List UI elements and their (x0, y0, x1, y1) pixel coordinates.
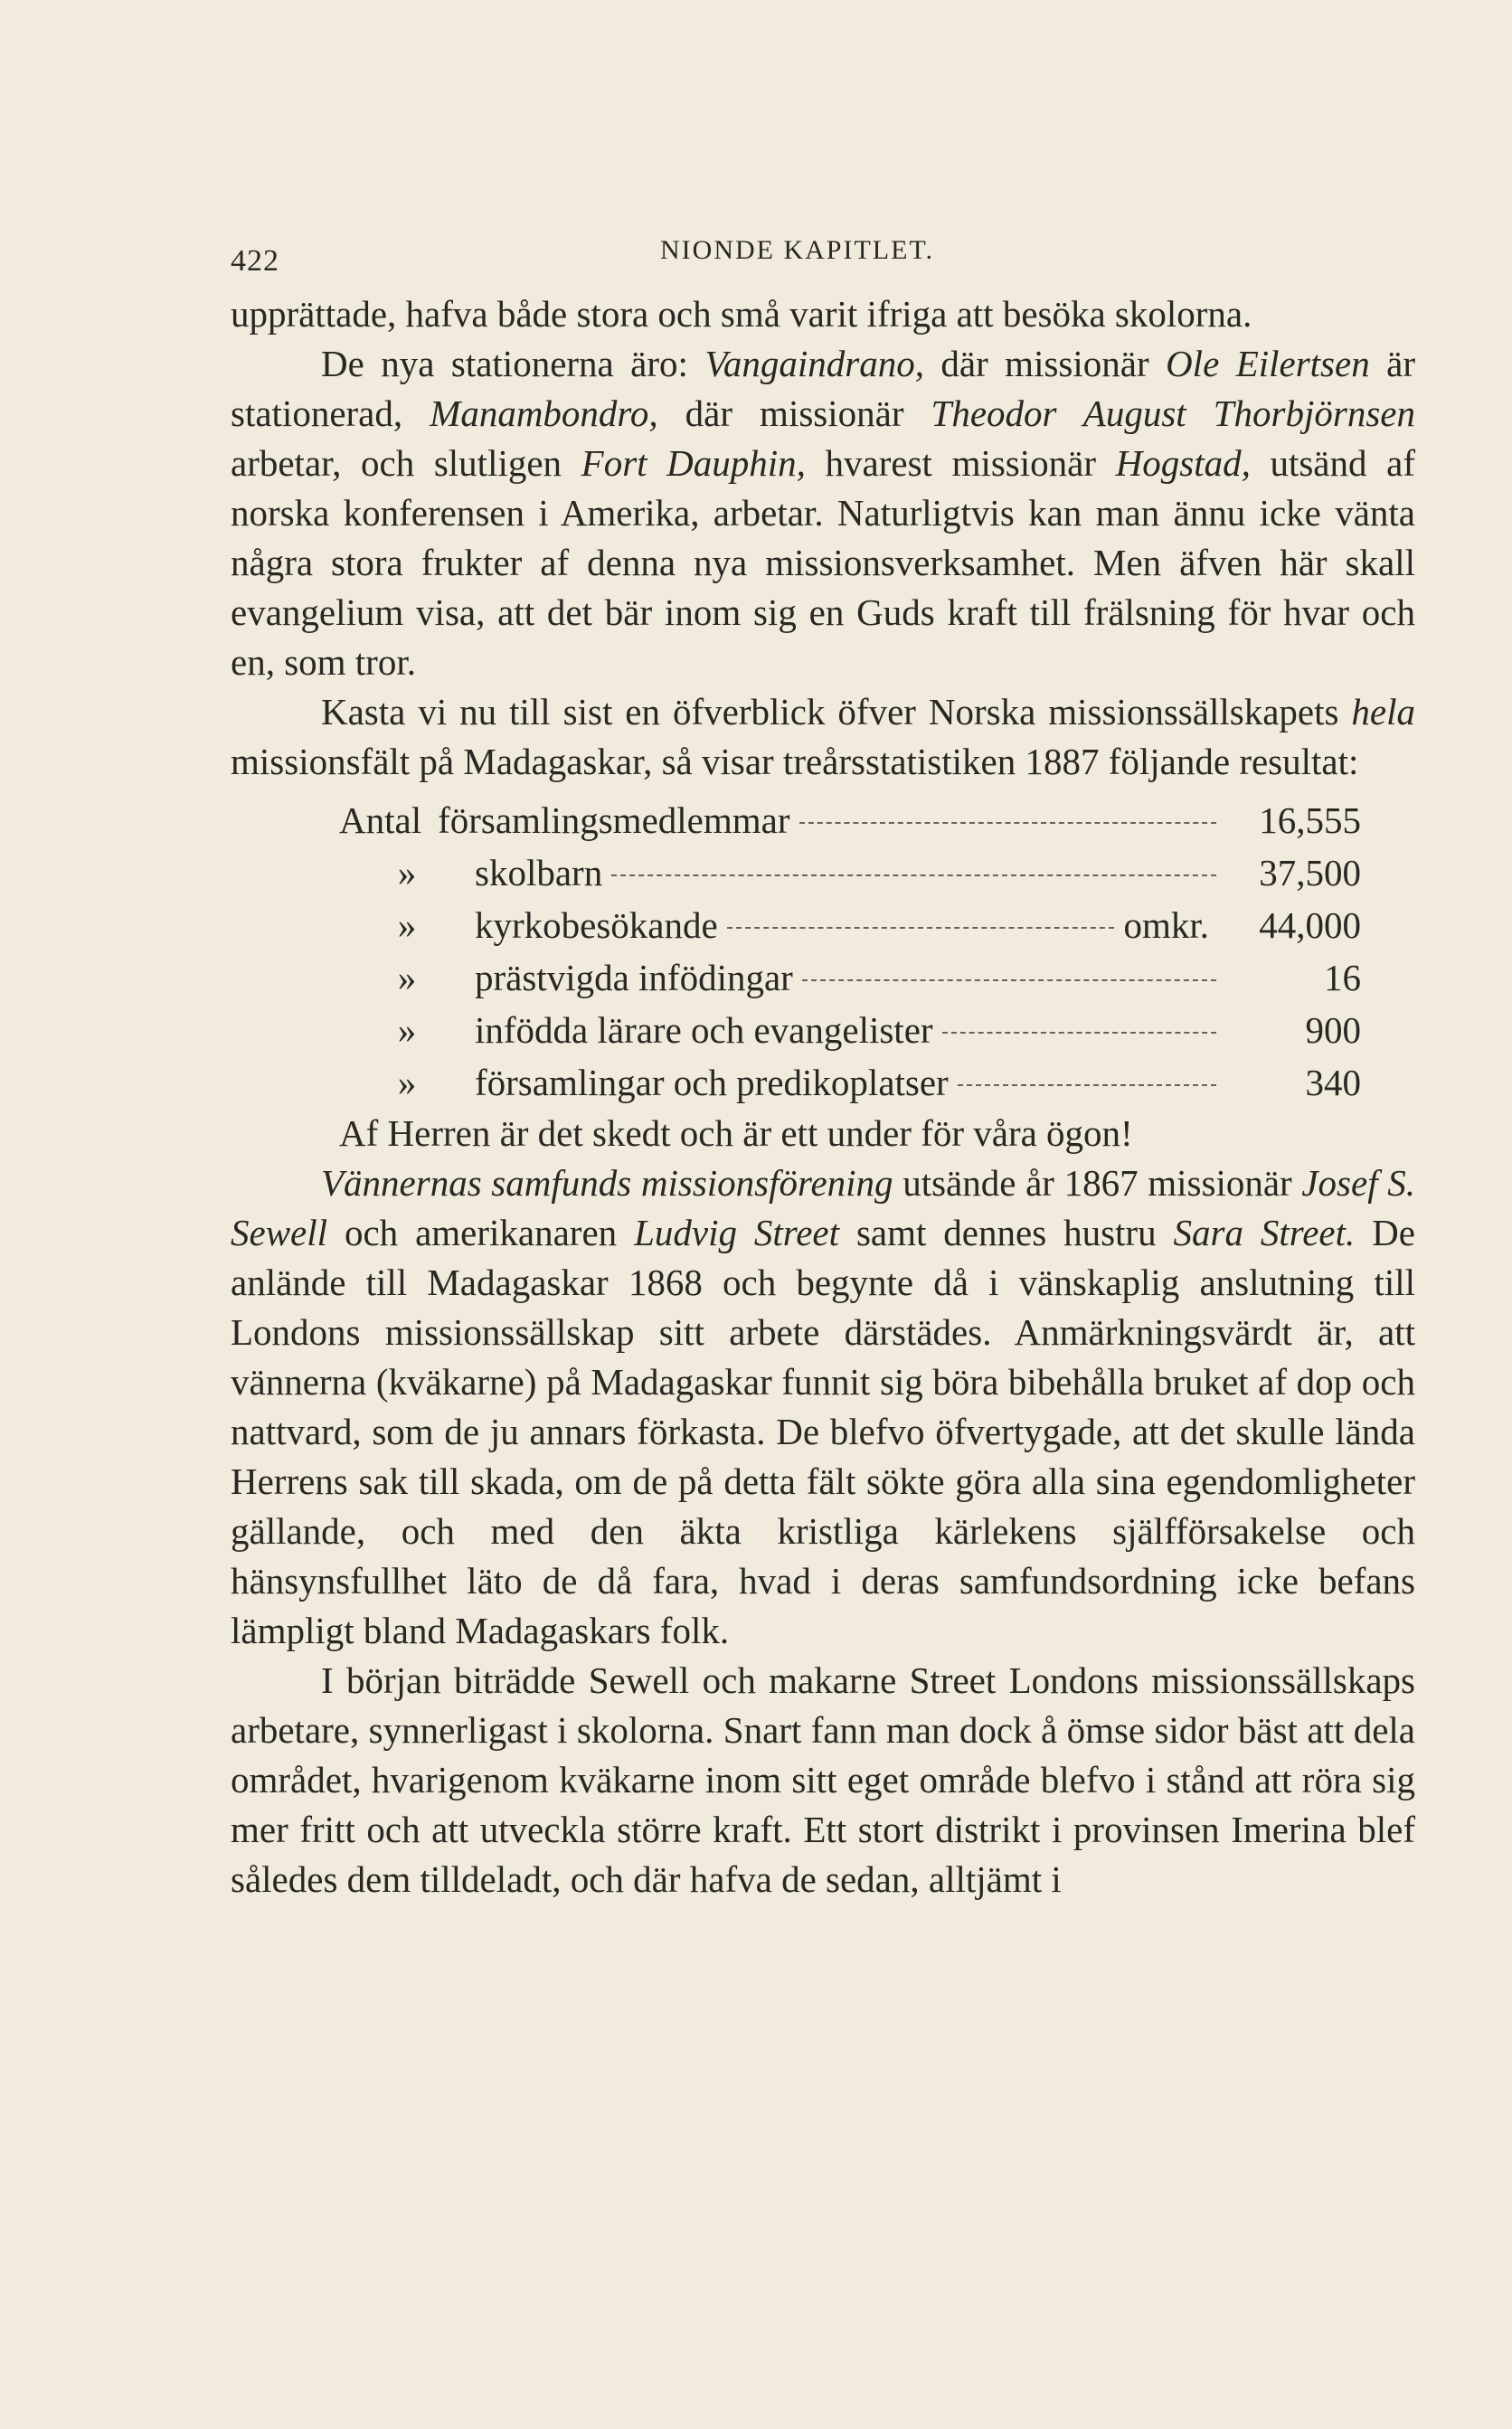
statistics-table (339, 794, 1361, 1109)
dot-leader (799, 822, 1217, 824)
text-run: och amerikanaren (327, 1212, 635, 1253)
text-run: utsänd af norska konferensen i Amerika, arbetar. Naturligtvis kan man ännu icke vänta några stora frukter af denna nya missionsverksamhet. Men äfven här skall evangelium visa, att det bär inom sig en Guds kraft till frälsning för hvar och en, som tror. (231, 442, 1415, 683)
place-name: Manambondro, (430, 392, 658, 434)
person-name: Hogstad, (1115, 442, 1251, 484)
place-name: Fort Dauphin, (581, 442, 806, 484)
statistics-row (339, 899, 1361, 951)
dot-leader (942, 1032, 1216, 1034)
running-title: NIONDE KAPITLET. (660, 235, 935, 265)
organization-name: Vännernas samfunds missionsförening (321, 1162, 893, 1204)
statistics-row (339, 846, 1361, 899)
paragraph-2 (231, 339, 1415, 687)
person-name: Josef S. Sewell (231, 1162, 1415, 1253)
row-label: prästvigda infödingar (475, 957, 793, 998)
row-label: församlingar och predikoplatser (475, 1062, 949, 1103)
row-lead: » (397, 904, 417, 946)
row-label: infödda lärare och evangelister (475, 1009, 933, 1051)
row-label: kyrkobesökande (475, 904, 718, 946)
text-run: utsände år 1867 missionär (893, 1162, 1302, 1204)
paragraph-1 (231, 289, 1415, 339)
dot-leader (958, 1084, 1216, 1086)
statistics-row (339, 951, 1361, 1004)
row-lead: » (397, 852, 417, 893)
text-run: hvarest missionär (805, 442, 1116, 484)
row-label: församlingsmedlemmar (438, 799, 790, 841)
row-value: 37,500 (1259, 852, 1361, 893)
book-page (231, 226, 1415, 1904)
row-value: 16 (1324, 957, 1361, 998)
text-run: samt dennes hustru (839, 1212, 1174, 1253)
text-run: Kasta vi nu till sist en öfverblick öfver Norska missionssällskapets (321, 691, 1352, 732)
paragraph-1-text: upprättade, hafva både stora och små varit ifriga att besöka skolorna. (231, 293, 1252, 335)
statistics-row (339, 794, 1361, 846)
text-run: där missionär (657, 392, 931, 434)
emphasis: hela (1351, 691, 1415, 732)
row-value: 340 (1305, 1062, 1361, 1103)
text-run: De nya stationerna äro: (321, 343, 705, 384)
person-name: Sara Street. (1173, 1212, 1356, 1253)
dot-leader (727, 927, 1115, 929)
page-number: 422 (231, 244, 279, 278)
paragraph-4 (339, 1109, 1415, 1158)
row-label: skolbarn (475, 852, 603, 893)
paragraph-4-text: Af Herren är det skedt och är ett under för våra ögon! (339, 1112, 1133, 1154)
row-approx: omkr. (1123, 904, 1209, 946)
text-run: är stationerad, (231, 343, 1416, 434)
statistics-row (339, 1004, 1361, 1056)
place-name: Vangaindrano, (704, 343, 924, 384)
row-value: 16,555 (1259, 799, 1361, 841)
row-lead: » (397, 957, 417, 998)
paragraph-3 (231, 687, 1415, 787)
paragraph-6 (231, 1656, 1415, 1904)
row-lead: » (397, 1009, 417, 1051)
page-header (231, 226, 1415, 289)
person-name: Ole Eilertsen (1166, 343, 1370, 384)
row-lead: Antal (339, 799, 422, 841)
statistics-row (339, 1056, 1361, 1109)
person-name: Ludvig Street (634, 1212, 840, 1253)
paragraph-5 (231, 1158, 1415, 1656)
row-value: 44,000 (1259, 904, 1361, 946)
text-run: De anlände till Madagaskar 1868 och begynte då i vänskaplig anslutning till Londons missionssällskap sitt arbete därstädes. Anmärkningsvärdt är, att vännerna (kväkarne) på Madagaskar funnit sig böra bibehålla bruket af dop och nattvard, som de ju annars förkasta. De blefvo öfvertygade, att det skulle lända Herrens sak till skada, om de på detta fält sökte göra alla sina egendomligheter gällande, och med den äkta kristliga kärlekens själfförsakelse och hänsynsfullhet läto de då fara, hvad i deras samfundsordning icke befans lämpligt bland Madagaskars folk. (231, 1212, 1415, 1651)
text-run: arbetar, och slutligen (231, 442, 581, 484)
text-run: där missionär (923, 343, 1167, 384)
row-value: 900 (1305, 1009, 1361, 1051)
dot-leader (611, 874, 1216, 876)
dot-leader (802, 979, 1216, 981)
text-run: missionsfält på Madagaskar, så visar treårsstatistiken 1887 följande resultat: (231, 741, 1359, 782)
person-name: Theodor August Thorbjörnsen (931, 392, 1415, 434)
paragraph-6-text: I början biträdde Sewell och makarne Street Londons missionssällskaps arbetare, synnerligast i skolorna. Snart fann man dock å ömse sidor bäst att dela området, hvarigenom kväkarne inom sitt eget område blefvo i stånd att röra sig mer fritt och att utveckla större kraft. Ett stort distrikt i provinsen Imerina blef således dem tilldeladt, och där hafva de sedan, alltjämt i (231, 1659, 1415, 1900)
row-lead: » (397, 1062, 417, 1103)
